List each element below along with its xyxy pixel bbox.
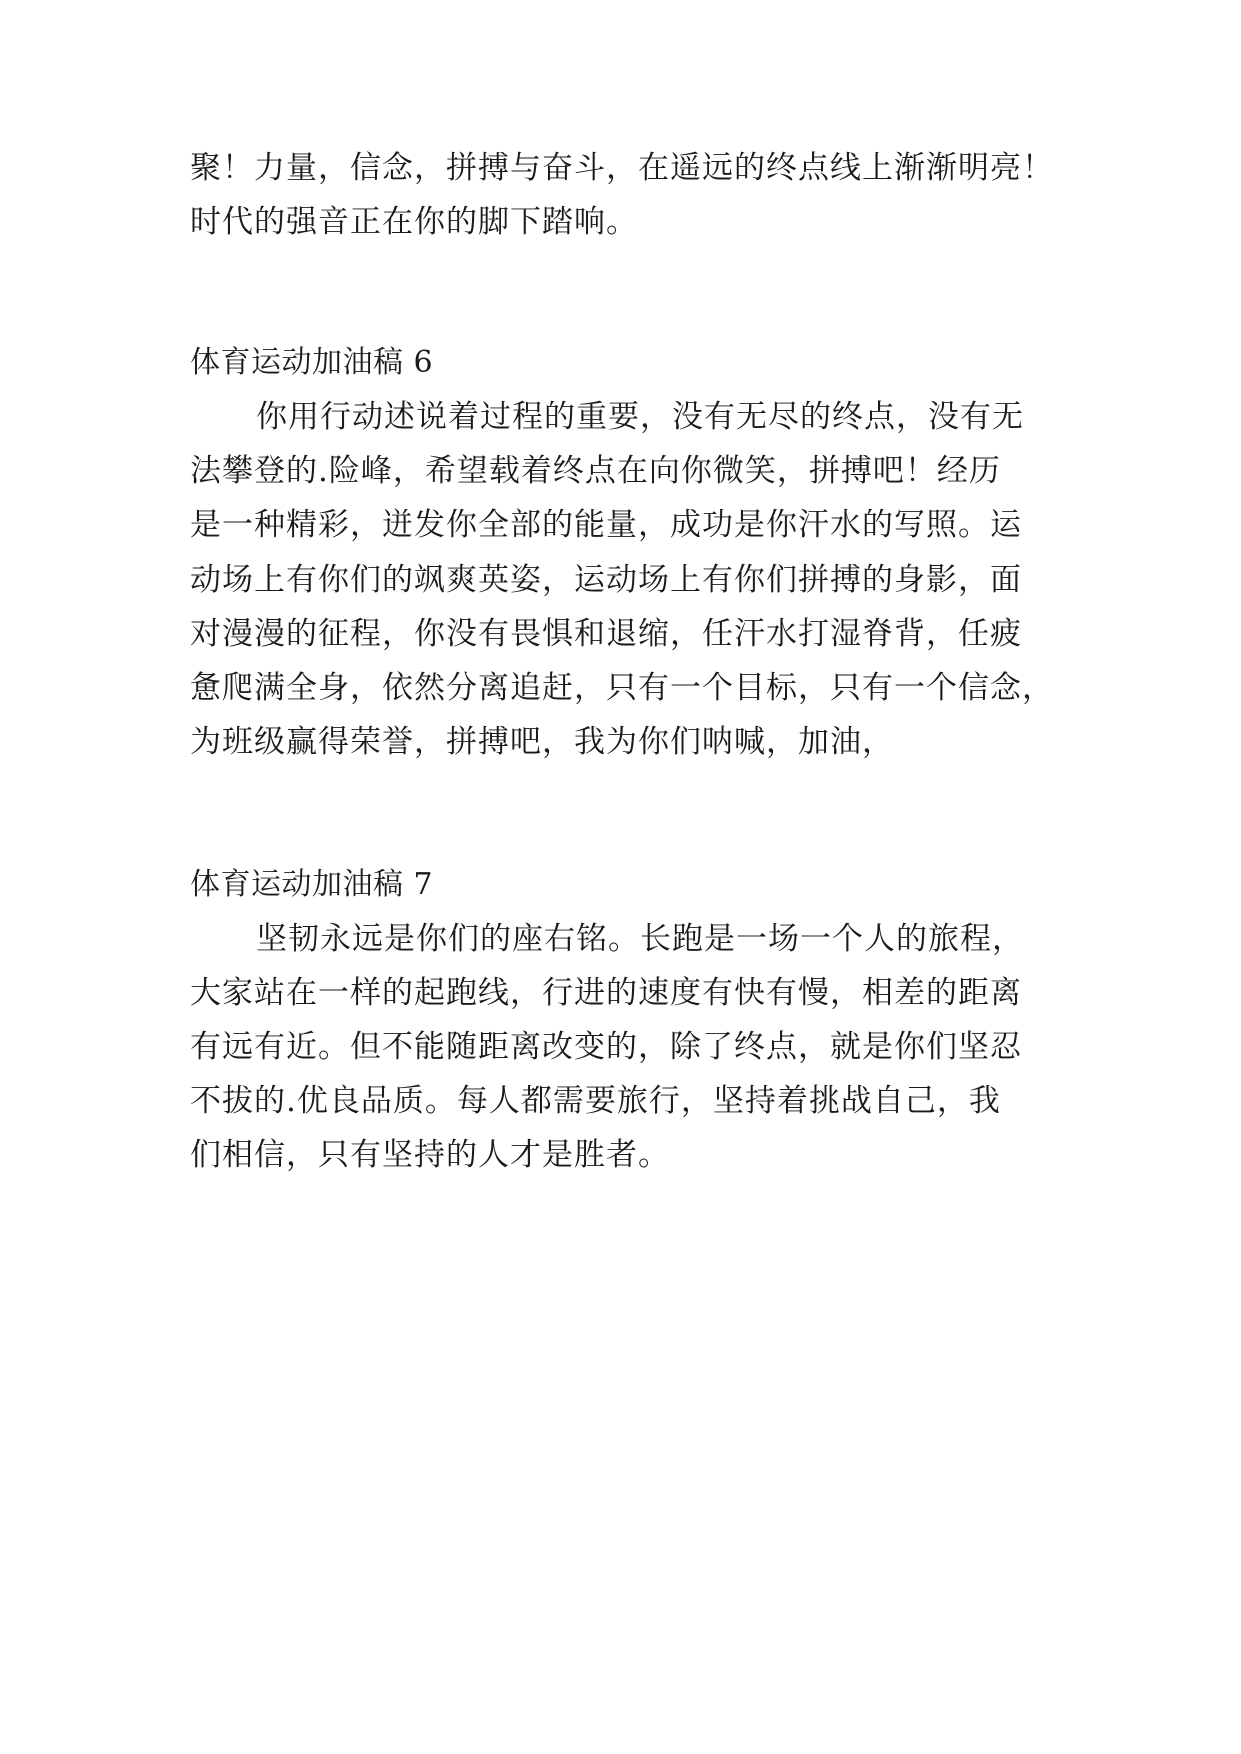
paragraph-line: 不拔的.优良品质。每人都需要旅行，坚持着挑战自己，我 [190, 1083, 1001, 1119]
paragraph-line: 聚！力量，信念，拼搏与奋斗，在遥远的终点线上渐渐明亮！ [190, 150, 1054, 186]
paragraph-line: 惫爬满全身，依然分离追赶，只有一个目标，只有一个信念， [190, 670, 1054, 706]
paragraph-line: 是一种精彩，迸发你全部的能量，成功是你汗水的写照。运 [190, 507, 1022, 543]
paragraph-line: 坚韧永远是你们的座右铭。长跑是一场一个人的旅程， [256, 921, 1024, 957]
section-heading-7: 体育运动加油稿 7 [190, 867, 434, 902]
paragraph-line: 为班级赢得荣誉，拼搏吧，我为你们呐喊，加油， [190, 724, 894, 760]
paragraph-line: 你用行动述说着过程的重要，没有无尽的终点，没有无 [256, 399, 1024, 435]
paragraph-line: 有远有近。但不能随距离改变的，除了终点，就是你们坚忍 [190, 1029, 1022, 1065]
paragraph-line: 法攀登的.险峰，希望载着终点在向你微笑，拼搏吧！经历 [190, 453, 1001, 489]
paragraph-line: 大家站在一样的起跑线，行进的速度有快有慢，相差的距离 [190, 975, 1022, 1011]
paragraph-line: 对漫漫的征程，你没有畏惧和退缩，任汗水打湿脊背，任疲 [190, 616, 1022, 652]
paragraph-line: 们相信，只有坚持的人才是胜者。 [190, 1137, 670, 1173]
section-heading-6: 体育运动加油稿 6 [190, 345, 434, 380]
paragraph-line: 时代的强音正在你的脚下踏响。 [190, 204, 638, 240]
paragraph-line: 动场上有你们的飒爽英姿，运动场上有你们拼搏的身影，面 [190, 562, 1022, 598]
